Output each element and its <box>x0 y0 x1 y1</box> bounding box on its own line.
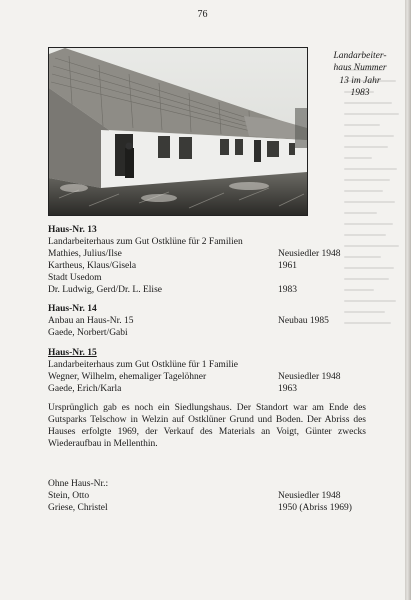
section-13-line: Dr. Ludwig, Gerd/Dr. L. Elise <box>48 285 162 295</box>
footer-date: 1950 (Abriss 1969) <box>278 503 352 513</box>
section-heading-15: Haus-Nr. 15 <box>48 348 97 358</box>
section-13-date: Neusiedler 1948 <box>278 249 341 259</box>
footer-line: Griese, Christel <box>48 503 108 513</box>
page-number: 76 <box>197 9 208 20</box>
section-13-date: 1961 <box>278 261 297 271</box>
caption-line: 13 im Jahr <box>339 75 381 86</box>
section-13-line: Kartheus, Klaus/Gisela <box>48 261 137 271</box>
section-13-date: 1983 <box>278 285 297 295</box>
section-15-line: Landarbeiterhaus zum Gut Ostklüne für 1 Familie <box>48 360 238 370</box>
section-heading-14: Haus-Nr. 14 <box>48 304 97 314</box>
photo-caption <box>316 50 404 100</box>
footer-line: Stein, Otto <box>48 491 90 501</box>
bleed-through-text <box>344 60 402 580</box>
footer-heading: Ohne Haus-Nr.: <box>48 479 109 489</box>
section-15-date: 1963 <box>278 384 297 394</box>
body-paragraph: Ursprünglich gab es noch ein Siedlungshaus. Der Standort war am Ende des Gutsparks Telschow in Welzin auf Ostklüner Grund und Boden. Der Abriss des Hauses erfolgte 1969, der Verkauf des Materials an Voigt, Günter zwecks Wiederaufbau in Mellenthin. <box>48 403 366 449</box>
section-15-line: Wegner, Wilhelm, ehemaliger Tagelöhner <box>48 372 207 382</box>
caption-line: Landarbeiter- <box>333 51 387 61</box>
landarbeiterhaus-photo <box>48 47 308 216</box>
caption-line: haus Nummer <box>333 63 387 74</box>
caption-line: 1983 <box>350 88 370 99</box>
section-13-line: Mathies, Julius/Ilse <box>48 249 122 259</box>
page-edge <box>405 0 411 600</box>
section-14-date: Neubau 1985 <box>278 316 329 326</box>
section-13-line: Stadt Usedom <box>48 273 102 283</box>
section-15-date: Neusiedler 1948 <box>278 372 341 382</box>
section-14-line: Gaede, Norbert/Gabi <box>48 328 128 338</box>
section-15-line: Gaede, Erich/Karla <box>48 384 122 394</box>
section-13-line: Landarbeiterhaus zum Gut Ostklüne für 2 Familien <box>48 237 243 247</box>
section-14-line: Anbau an Haus-Nr. 15 <box>48 316 134 326</box>
section-heading-13: Haus-Nr. 13 <box>48 225 97 235</box>
footer-date: Neusiedler 1948 <box>278 491 341 501</box>
